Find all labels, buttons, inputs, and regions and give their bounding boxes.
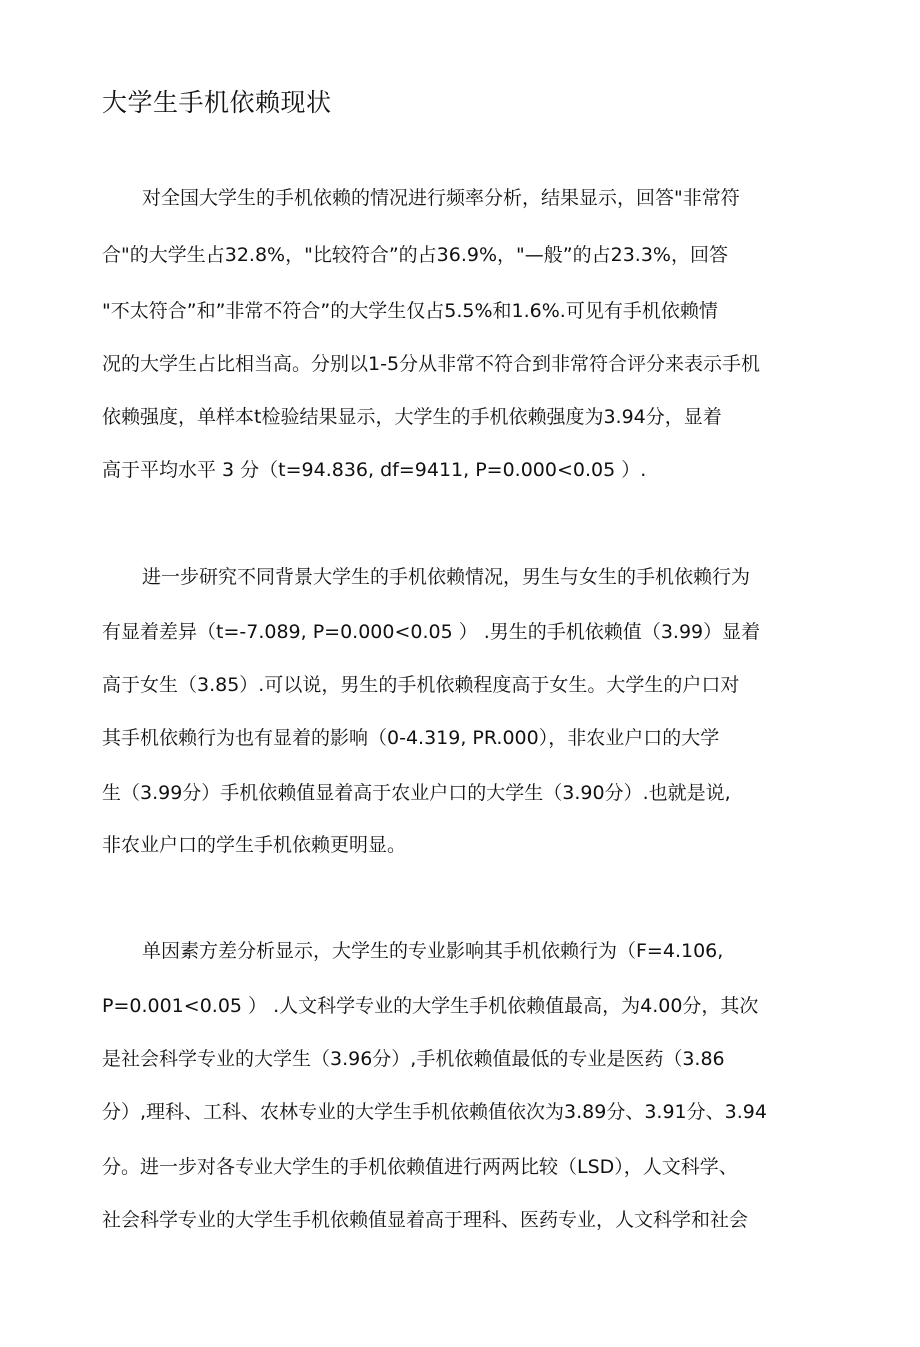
paragraph-line: 分。进一步对各专业大学生的手机依赖值进行两两比较（LSD），人文科学、 [102, 1156, 738, 1178]
paragraph-line: 对全国大学生的手机依赖的情况进行频率分析，结果显示，回答"非常符 [142, 187, 740, 209]
paragraph-line: 是社会科学专业的大学生（3.96分）,手机依赖值最低的专业是医药（3.86 [102, 1048, 725, 1070]
paragraph-line: 高于女生（3.85）.可以说，男生的手机依赖程度高于女生。大学生的户口对 [102, 674, 740, 696]
document-title: 大学生手机依赖现状 [102, 88, 332, 117]
paragraph-line: 其手机依赖行为也有显着的影响（0-4.319, PR.000），非农业户口的大学 [102, 727, 720, 749]
paragraph-line: 非农业户口的学生手机依赖更明显。 [102, 834, 407, 856]
paragraph-line: 依赖强度，单样本t检验结果显示，大学生的手机依赖强度为3.94分，显着 [102, 406, 722, 428]
paragraph-line: 合"的大学生占32.8%，"比较符合”的占36.9%，"—般”的占23.3%，回答 [102, 244, 728, 266]
paragraph-line: 分）,理科、工科、农林专业的大学生手机依赖值依次为3.89分、3.91分、3.94 [102, 1101, 767, 1123]
paragraph-line: P=0.001<0.05 ） .人文科学专业的大学生手机依赖值最高，为4.00分，其次 [102, 995, 759, 1017]
paragraph-line: 高于平均水平 3 分（t=94.836, df=9411, P=0.000<0.05 ）. [102, 459, 647, 481]
paragraph-line: 单因素方差分析显示，大学生的专业影响其手机依赖行为（F=4.106, [142, 940, 724, 962]
paragraph-line: 况的大学生占比相当高。分别以1-5分从非常不符合到非常符合评分来表示手机 [102, 353, 761, 375]
paragraph-line: 生（3.99分）手机依赖值显着高于农业户口的大学生（3.90分）.也就是说, [102, 782, 731, 804]
paragraph-line: 社会科学专业的大学生手机依赖值显着高于理科、医药专业，人文科学和社会 [102, 1209, 749, 1231]
paragraph-line: 有显着差异（t=-7.089, P=0.000<0.05 ） .男生的手机依赖值（3.99）显着 [102, 621, 761, 643]
paragraph-line: "不太符合”和”非常不符合”的大学生仅占5.5%和1.6%.可见有手机依赖情 [102, 300, 718, 322]
paragraph-line: 进一步研究不同背景大学生的手机依赖情况，男生与女生的手机依赖行为 [142, 566, 751, 588]
